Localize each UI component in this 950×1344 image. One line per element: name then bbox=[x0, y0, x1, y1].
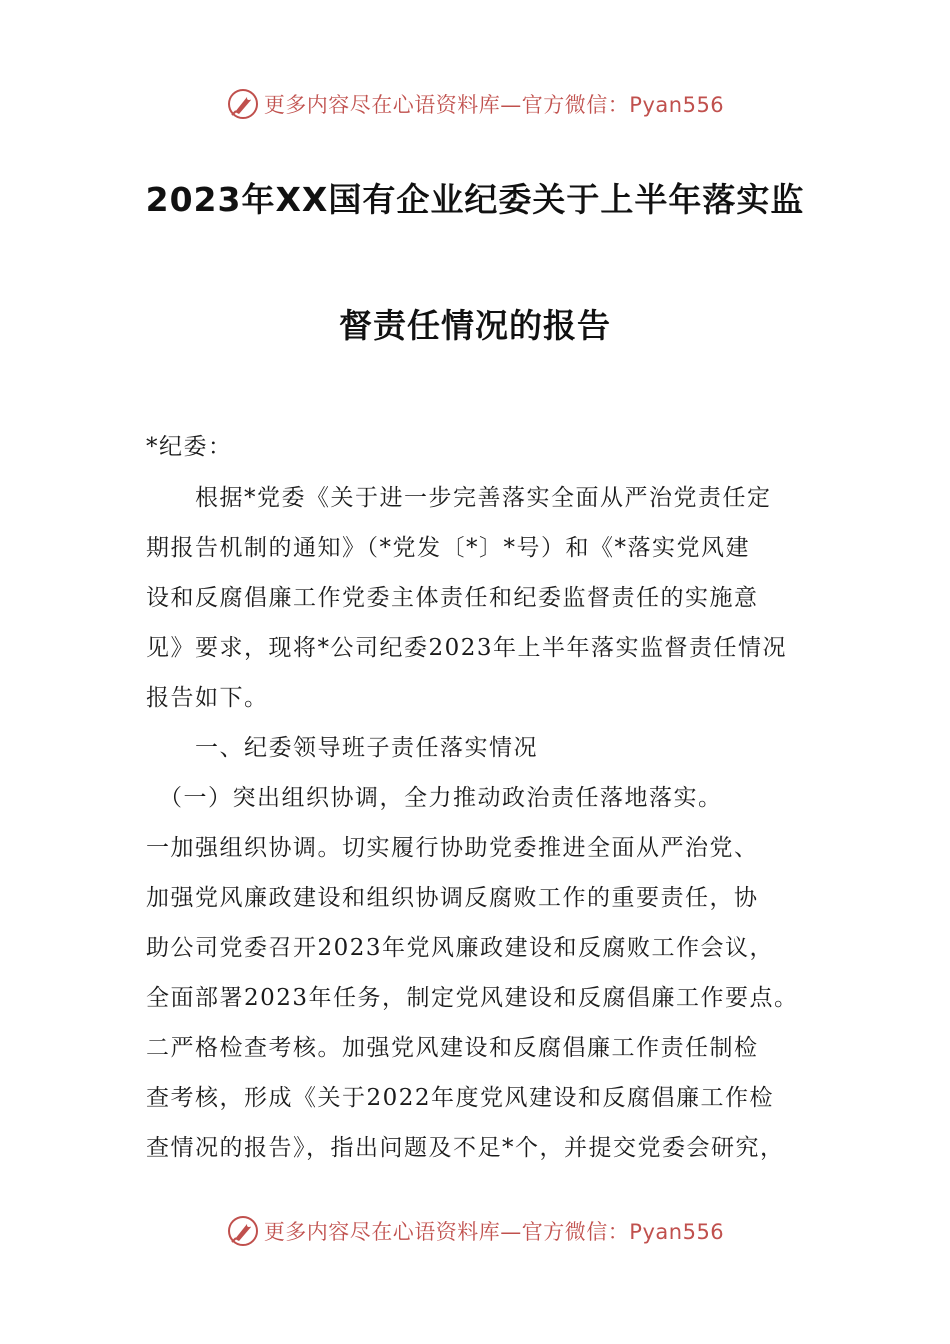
body-line: 二严格检查考核。加强党风建设和反腐倡廉工作责任制检 bbox=[146, 1035, 759, 1061]
body-line: 助公司党委召开2023年党风廉政建设和反腐败工作会议， bbox=[146, 935, 775, 961]
body-line: 期报告机制的通知》（*党发〔*〕*号）和《*落实党风建 bbox=[146, 535, 750, 561]
body-line: 设和反腐倡廉工作党委主体责任和纪委监督责任的实施意 bbox=[146, 585, 759, 611]
pen-nib-logo-icon bbox=[226, 1214, 260, 1248]
subsection-heading-1: （一）突出组织协调，全力推动政治责任落地落实。 bbox=[146, 785, 723, 811]
body-line: 报告如下。 bbox=[146, 685, 269, 711]
body-line: 见》要求，现将*公司纪委2023年上半年落实监督责任情况 bbox=[146, 635, 788, 661]
document-title-line-2: 督责任情况的报告 bbox=[339, 306, 611, 345]
salutation: *纪委： bbox=[146, 434, 233, 460]
body-line: 查考核，形成《关于2022年度党风建设和反腐倡廉工作检 bbox=[146, 1085, 775, 1111]
footer-watermark bbox=[0, 1211, 950, 1251]
document-title-line-1: 2023年XX国有企业纪委关于上半年落实监 bbox=[145, 180, 805, 219]
body-line: 全面部署2023年任务，制定党风建设和反腐倡廉工作要点。 bbox=[146, 985, 799, 1011]
body-line: 查情况的报告》，指出问题及不足*个，并提交党委会研究， bbox=[146, 1135, 785, 1161]
header-watermark bbox=[0, 84, 950, 124]
watermark-text: 更多内容尽在心语资料库—官方微信：Pyan556 bbox=[263, 93, 725, 117]
body-line: 加强党风廉政建设和组织协调反腐败工作的重要责任，协 bbox=[146, 885, 759, 911]
section-heading-1: 一、纪委领导班子责任落实情况 bbox=[146, 735, 538, 761]
body-line: 根据*党委《关于进一步完善落实全面从严治党责任定 bbox=[146, 485, 772, 511]
pen-nib-logo-icon bbox=[226, 87, 260, 121]
body-line: 一加强组织协调。切实履行协助党委推进全面从严治党、 bbox=[146, 835, 759, 861]
watermark-text: 更多内容尽在心语资料库—官方微信：Pyan556 bbox=[263, 1220, 725, 1244]
